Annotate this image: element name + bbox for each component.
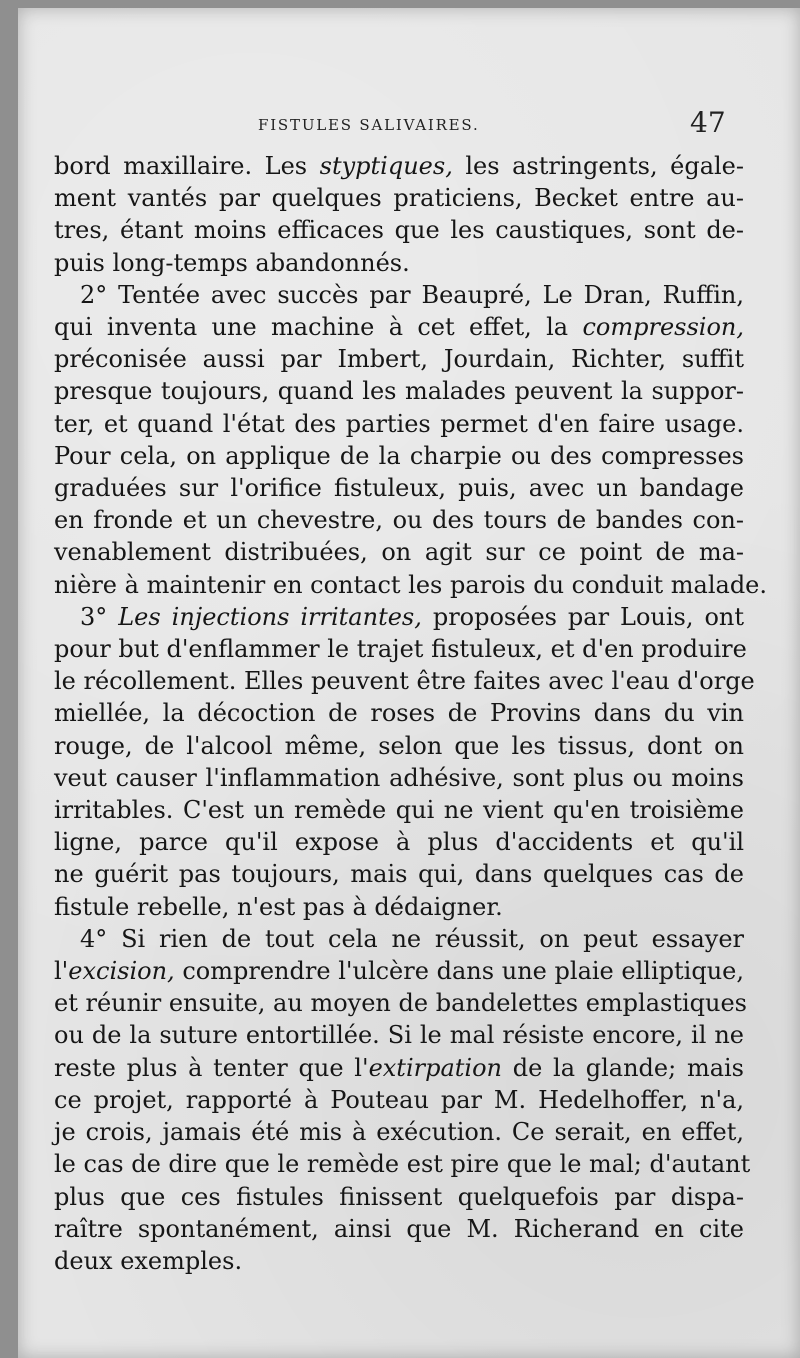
text-line: rouge, de l'alcool même, selon que les tissus, dont on	[54, 731, 744, 760]
text-line: ne guérit pas toujours, mais qui, dans quelques cas de	[54, 860, 744, 889]
text-line: raître spontanément, ainsi que M. Richerand en cite	[54, 1214, 744, 1243]
text-line: plus que ces fistules finissent quelquefois par dispa-	[54, 1182, 744, 1211]
text-span: bord maxillaire. Les	[54, 152, 320, 180]
body-text	[54, 150, 768, 1277]
text-line: puis long-temps abandonnés.	[54, 248, 410, 277]
italic-term: Les injections irritantes,	[118, 602, 422, 631]
page-header	[18, 106, 800, 152]
text-line: et réunir ensuite, au moyen de bandelettes emplastiques	[54, 989, 747, 1018]
text-line: ter, et quand l'état des parties permet d'en faire usage.	[54, 409, 744, 438]
running-title: FISTULES SALIVAIRES.	[258, 116, 480, 134]
text-line: presque toujours, quand les malades peuvent la suppor-	[54, 377, 744, 406]
text-span: de la glande; mais	[502, 1053, 744, 1082]
text-line: irritables. C'est un remède qui ne vient qu'en troisième	[54, 796, 744, 825]
text-span: qui inventa une machine à cet effet, la	[54, 313, 583, 342]
text-line: je crois, jamais été mis à exécution. Ce serait, en effet,	[54, 1118, 744, 1147]
text-line: deux exemples.	[54, 1246, 243, 1275]
text-span: l'	[54, 957, 69, 986]
text-line	[54, 150, 744, 182]
text-line: 2° Tentée avec succès par Beaupré, Le Dran, Ruffin,	[80, 280, 744, 309]
text-line: ment vantés par quelques praticiens, Becket entre au-	[54, 184, 744, 213]
text-span: les astringents, égale-	[452, 152, 744, 180]
text-line: tres, étant moins efficaces que les caustiques, sont de-	[54, 216, 744, 245]
text-span: reste plus à tenter que l'	[54, 1053, 369, 1082]
italic-term: compression,	[582, 313, 744, 342]
text-line: pour but d'enflammer le trajet fistuleux, et d'en produire	[54, 635, 747, 664]
italic-term: excision,	[68, 957, 175, 986]
text-span: proposées par Louis, ont	[421, 602, 744, 631]
text-span: 3°	[80, 602, 119, 631]
text-line: fistule rebelle, n'est pas à dédaigner.	[54, 892, 503, 921]
text-line: en fronde et un chevestre, ou des tours de bandes con-	[54, 506, 744, 535]
text-line	[54, 955, 744, 987]
italic-term: extirpation	[368, 1053, 502, 1082]
text-line	[54, 1052, 744, 1084]
text-line: graduées sur l'orifice fistuleux, puis, avec un bandage	[54, 474, 744, 503]
text-line: Pour cela, on applique de la charpie ou des compresses	[54, 441, 744, 470]
text-line: venablement distribuées, on agit sur ce point de ma-	[54, 538, 744, 567]
text-line: préconisée aussi par Imbert, Jourdain, Richter, suffit	[54, 345, 744, 374]
italic-term: styptiques,	[319, 152, 453, 180]
text-line	[54, 311, 744, 343]
text-line: 4° Si rien de tout cela ne réussit, on peut essayer	[80, 924, 744, 953]
text-span: comprendre l'ulcère dans une plaie elliptique,	[174, 957, 744, 986]
book-page	[18, 8, 800, 1358]
text-line: le récollement. Elles peuvent être faites avec l'eau d'orge	[54, 667, 755, 696]
text-line: veut causer l'inflammation adhésive, sont plus ou moins	[54, 763, 744, 792]
text-line: le cas de dire que le remède est pire que le mal; d'autant	[54, 1150, 751, 1179]
text-line: ou de la suture entortillée. Si le mal résiste encore, il ne	[54, 1021, 744, 1050]
text-line: ce projet, rapporté à Pouteau par M. Hedelhoffer, n'a,	[54, 1085, 744, 1114]
text-line: ligne, parce qu'il expose à plus d'accidents et qu'il	[54, 828, 744, 857]
text-line: miellée, la décoction de roses de Provins dans du vin	[54, 699, 744, 728]
page-number: 47	[690, 106, 726, 139]
text-line: nière à maintenir en contact les parois du conduit malade.	[54, 570, 768, 599]
text-line	[54, 601, 744, 633]
